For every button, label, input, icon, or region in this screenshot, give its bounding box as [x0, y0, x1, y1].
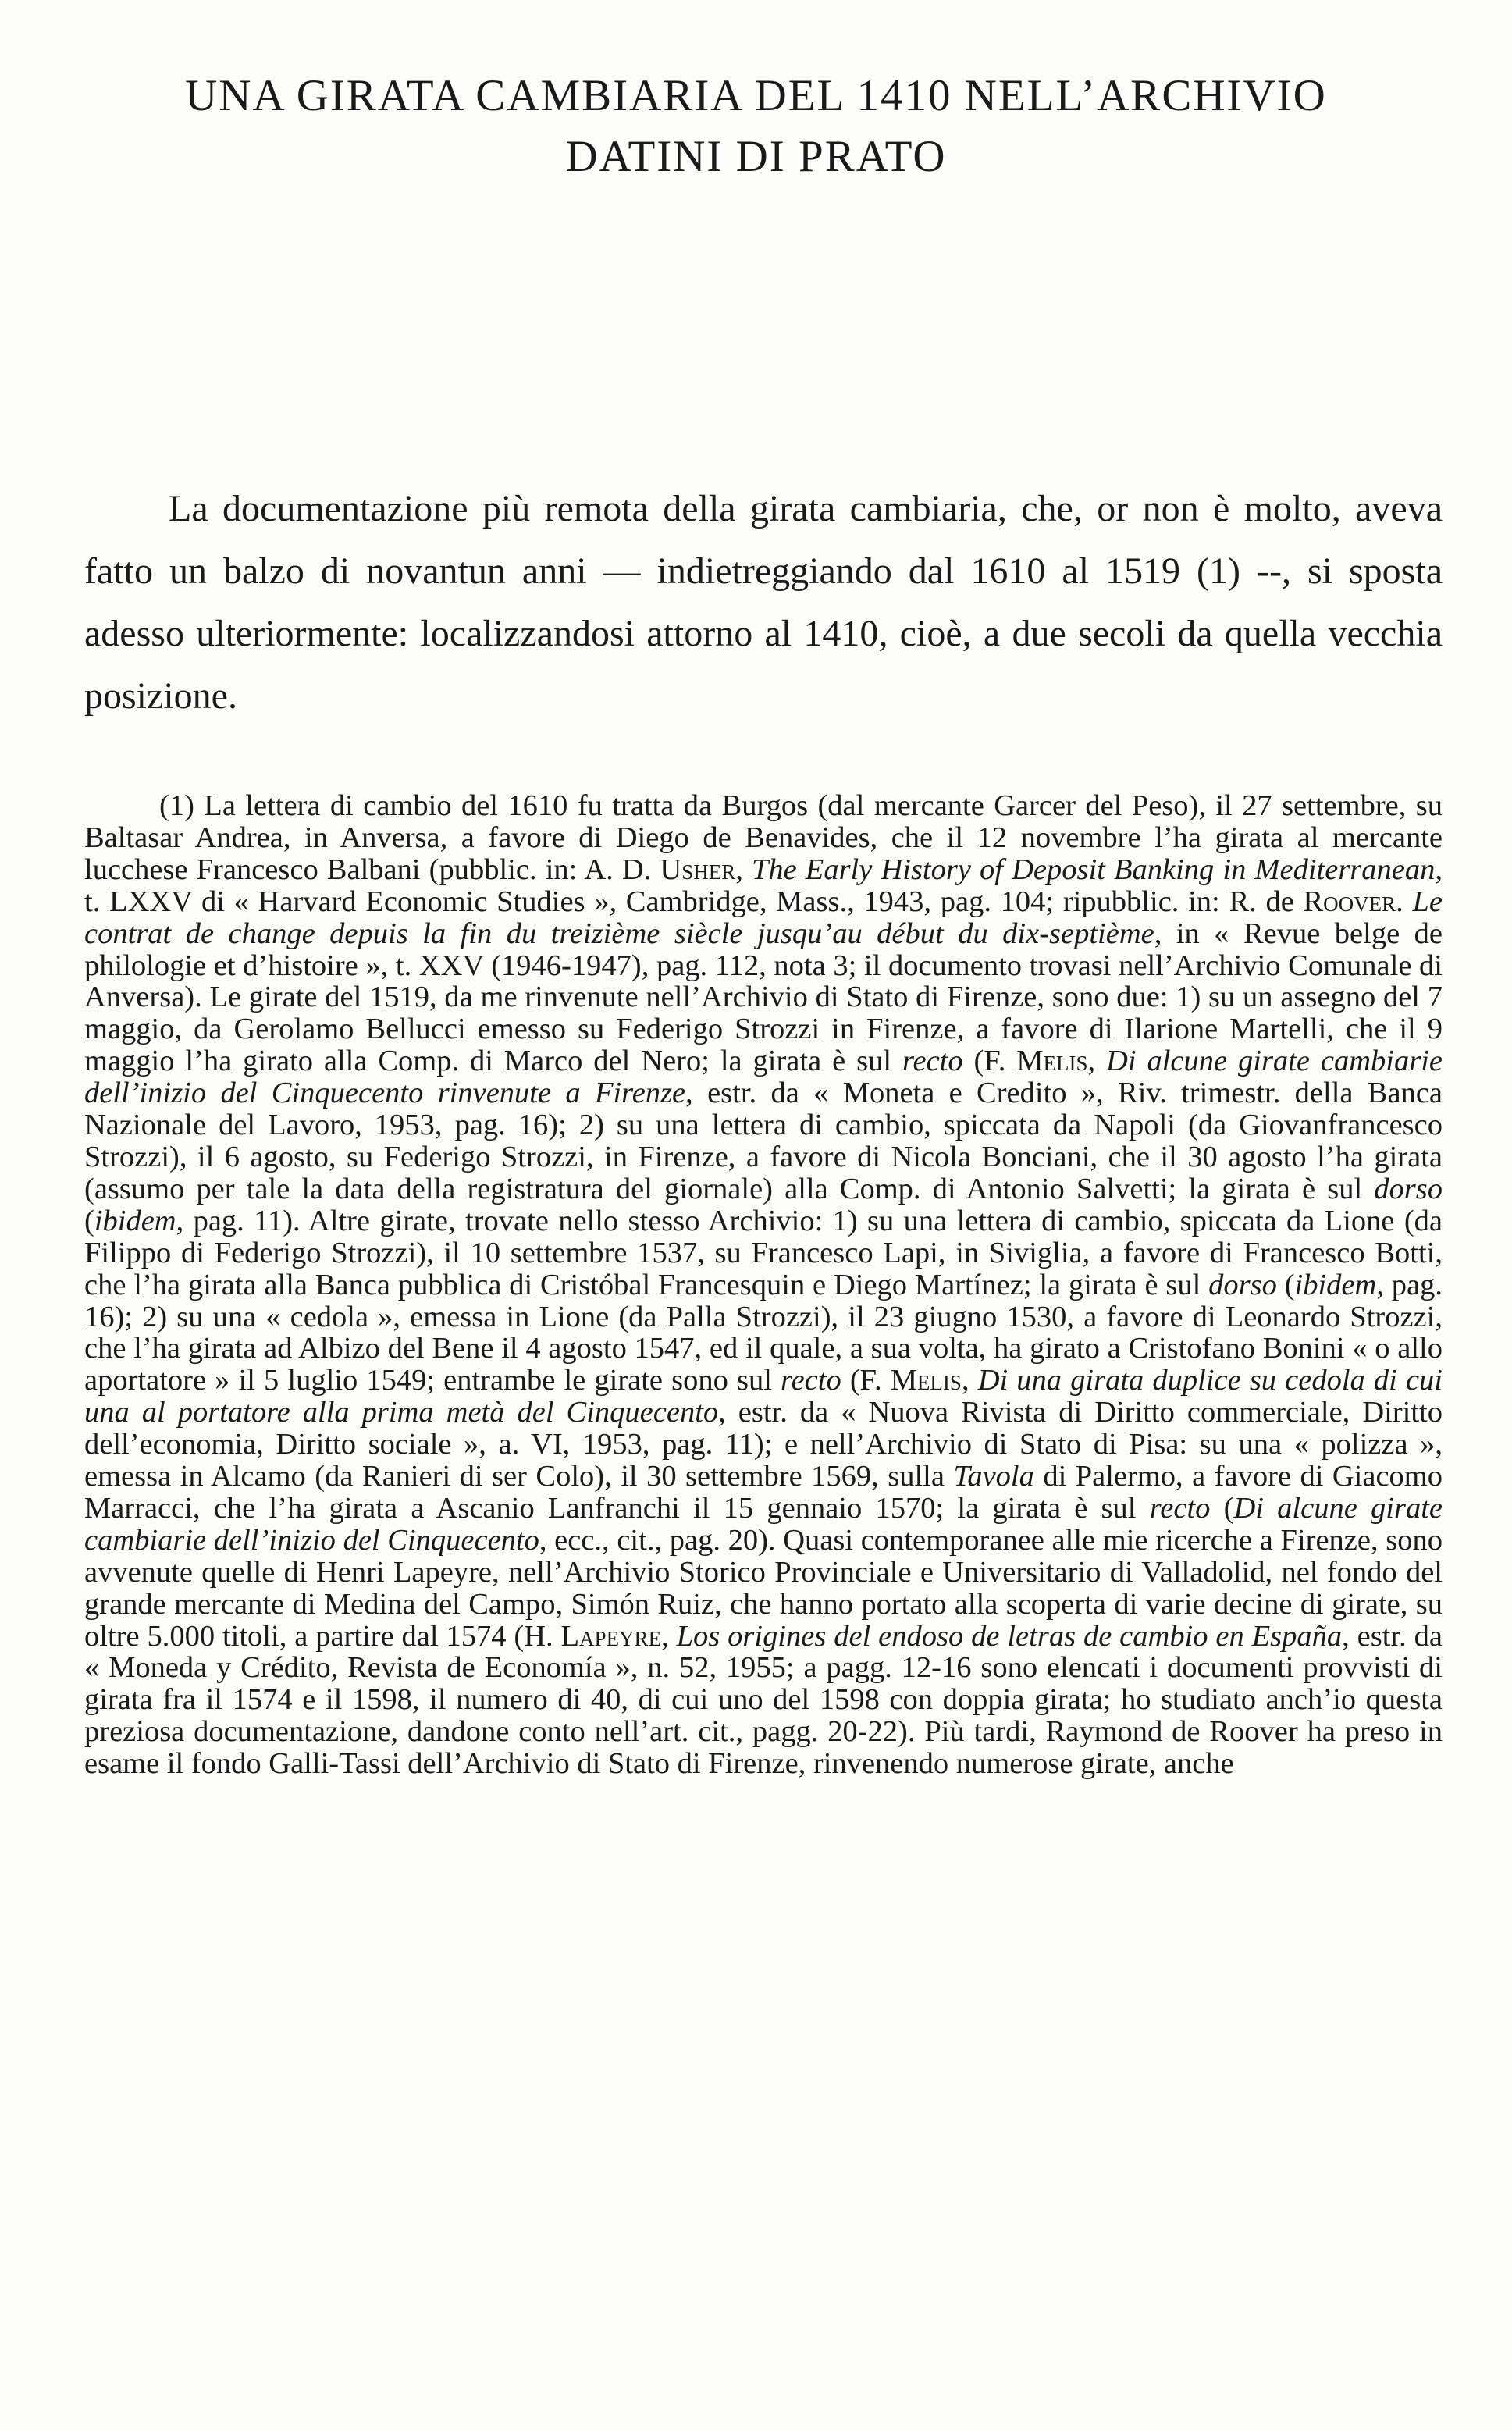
footnote-text: , estr. da « Moneda y Crédito, Revista de Economía », n. 52, 1955; a pagg. 12-16 sono elencati i documenti provvisti di girata fra il 1574 e il 1598, il numero di 40, di cui uno del 1598 con doppia girata; ho studiato anch’io questa preziosa documentazione, dandone conto nell’art. cit., pagg. 20-22). Più tardi, Raymond de Roover ha preso in esame il fondo Galli-Tassi dell’Archivio di Stato di Firenze, rinvenendo numerose girate, anche [84, 1619, 1443, 1781]
footnote-text: , pag. 11). Altre girate, trovate nello stesso Archivio: 1) su una lettera di cambio, spiccata da Lione (da Filippo di Federigo Strozzi), il 10 settembre 1537, su Francesco Lapi, in Siviglia, a favore di Francesco Botti, che l’ha girata alla Banca pubblica di Cristóbal Francesquin e Diego Martínez; la girata è sul [84, 1204, 1443, 1301]
author-lapeyre: Lapeyre [560, 1619, 662, 1653]
footnote-text: , in « Revue belge de philologie et d’histoire », t. XXV (1946-1947), pag. 112, nota 3; il documento trovasi nell’Archivio Comunale di Anversa). Le girate del 1519, da me rinvenute nell’Archivio di Stato di Firenze, sono due: 1) su un assegno del 7 maggio, da Gerolamo Bellucci emesso su Federigo Strozzi in Firenze, a favore di Ilarione Martelli, che il 9 maggio l’ha girato alla Comp. di Marco del Nero; la girata è sul [84, 917, 1443, 1078]
footnote-text: , estr. da « Nuova Rivista di Diritto commerciale, Diritto dell’economia, Diritto sociale », a. VI, 1953, pag. 11); e nell’Archivio di Stato di Pisa: su una « polizza », emessa in Alcamo (da Ranieri di ser Colo), il 30 settembre 1569, sulla [84, 1396, 1443, 1493]
italic-term: ibidem [94, 1204, 176, 1237]
footnote-text: (1) La lettera di cambio del 1610 fu tratta da Burgos (dal mercante Garcer del Peso), il 27 settembre, su Baltasar Andrea, in Anversa, a favore di Diego de Benavides, che il 12 novembre l’ha girata al mercante lucchese Francesco Balbani (pubblic. in: A. D. [84, 789, 1443, 886]
work-title: Di una girata duplice su cedola di cui una al portatore alla prima metà del Cinquecento [84, 1364, 1443, 1429]
footnote-text: di Palermo, a favore di Giacomo Marracci, che l’ha girata a Ascanio Lanfranchi il 15 gennaio 1570; la girata è sul [84, 1460, 1443, 1525]
italic-term: recto [781, 1364, 841, 1397]
work-title: Di alcune girate cambiarie dell’inizio del Cinquecento rinvenute a Firenze [84, 1045, 1443, 1110]
italic-term: ibidem [1294, 1268, 1377, 1301]
italic-term: Tavola [953, 1460, 1034, 1493]
article-title [78, 66, 1434, 187]
footnote-text: , ecc., cit., pag. 20). Quasi contemporanee alle mie ricerche a Firenze, sono avvenute quelle di Henri Lapeyre, nell’Archivio Storico Provinciale e Universitario di Valladolid, nel fondo del grande mercante di Medina del Campo, Simón Ruiz, che hanno portato alla scoperta di varie decine di girate, su oltre 5.000 titoli, a partire dal 1574 (H. [84, 1523, 1443, 1653]
italic-term: recto [902, 1045, 963, 1078]
footnote-text: , estr. da « Moneta e Credito », Riv. trimestr. della Banca Nazionale del Lavoro, 1953, pag. 16); 2) su una lettera di cambio, spiccata da Napoli (da Giovanfrancesco Strozzi), il 6 agosto, su Federigo Strozzi, in Firenze, a favore di Nicola Bonciani, che il 30 agosto l’ha girata (assumo per tale la data della registratura del giornale) alla Comp. di Antonio Salvetti; la girata è sul [84, 1077, 1443, 1205]
footnote-text: , [735, 852, 752, 886]
article-title-line-1: UNA GIRATA CAMBIARIA DEL 1410 NELL’ARCHIVIO [185, 71, 1327, 120]
footnote-text: , t. LXXV di « Harvard Economic Studies », Cambridge, Mass., 1943, pag. 104; ripubblic. in: R. de [84, 852, 1443, 918]
author-roover: Roover [1303, 884, 1396, 918]
italic-term: dorso [1208, 1268, 1277, 1301]
work-title: The Early History of Deposit Banking in Mediterranean [751, 852, 1436, 886]
author-melis: Melis [1016, 1045, 1088, 1078]
italic-term: recto [1149, 1491, 1211, 1525]
author-usher: Usher [660, 852, 736, 886]
footnote-text: , pag. 16); 2) su una « cedola », emessa in Lione (da Palla Strozzi), il 23 giugno 1530, a favore di Leonardo Strozzi, che l’ha girata ad Albizo del Bene il 4 agosto 1547, ed il quale, a sua volta, ha girato a Cristofano Bonini « o allo aportatore » il 5 luglio 1549; entrambe le girate sono sul [84, 1268, 1443, 1397]
footnote-text: ( [1210, 1491, 1234, 1525]
footnote-text: (F. [962, 1045, 1017, 1078]
footnote-text: ( [1276, 1268, 1295, 1301]
intro-paragraph: La documentazione più remota della girata cambiaria, che, or non è molto, aveva fatto un balzo di novantun anni — indietreggiando dal 1610 al 1519 (1) --, si sposta adesso ulteriormente: localizzandosi attorno al 1410, cioè, a due secoli da quella vecchia posizione. [84, 488, 1443, 717]
footnote-1 [84, 790, 1443, 1780]
work-title: Di alcune girate cambiarie dell’inizio del Cinquecento [84, 1491, 1443, 1557]
footnote-text: ( [84, 1204, 94, 1237]
footnote-text: (F. [841, 1364, 891, 1397]
italic-term: dorso [1374, 1172, 1443, 1205]
footnote-text: . [1396, 884, 1413, 918]
footnote-text: , [661, 1619, 677, 1653]
footnote-text: , [1087, 1045, 1107, 1078]
footnote-text: , [961, 1364, 978, 1397]
author-melis: Melis [890, 1364, 962, 1397]
article-title-line-2: DATINI DI PRATO [565, 132, 947, 181]
work-title: Le contrat de change depuis la fin du treizième siècle jusqu’au début du dix-septième [84, 884, 1443, 950]
work-title: Los origines del endoso de letras de cambio en España [676, 1619, 1343, 1653]
